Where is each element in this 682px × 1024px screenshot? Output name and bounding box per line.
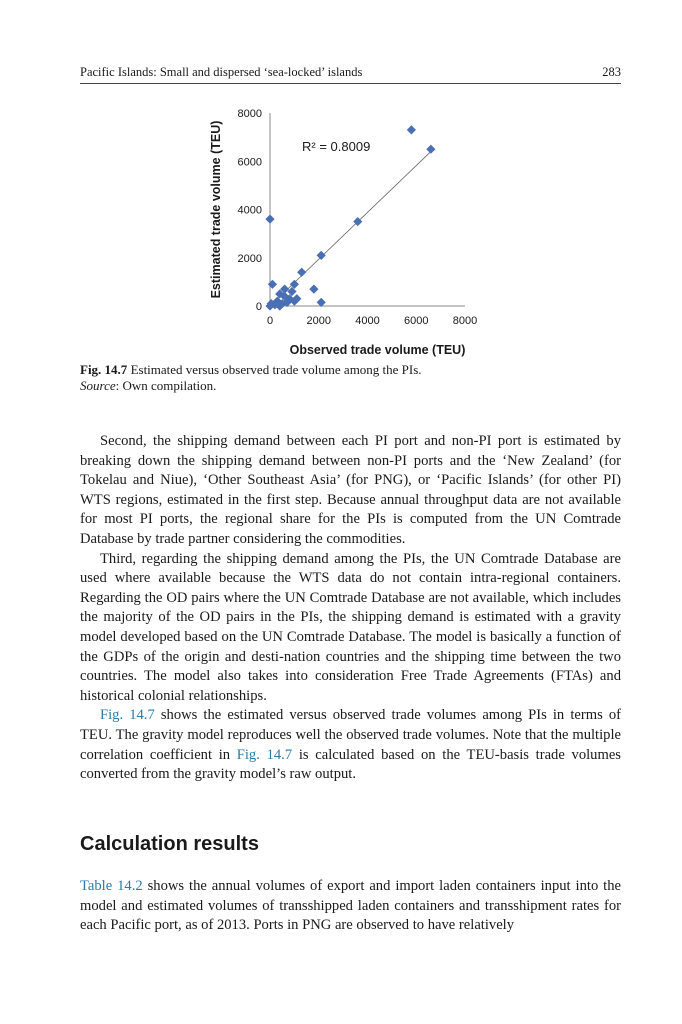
- section-heading: Calculation results: [80, 833, 259, 855]
- y-tick-label: 0: [255, 301, 262, 313]
- paragraph-4-text: shows the annual volumes of export and import laden containers input into the model and estimated volumes of transshipped laden containers and transshipment rates for each Pacific port, as of 2013. Ports in PNG are observed to have relatively: [80, 878, 622, 934]
- data-point: [290, 280, 299, 289]
- figure-source-text: : Own compilation.: [115, 378, 217, 393]
- data-point: [407, 125, 416, 134]
- paragraph-3: [80, 706, 621, 784]
- body-text-2: [80, 877, 621, 936]
- y-tick-label: 4000: [237, 204, 262, 217]
- data-point: [426, 145, 435, 154]
- y-tick-label: 2000: [237, 252, 262, 265]
- paragraph-3-part-b: is calculated based on the TEU-basis trade volumes converted from the gravity model’s raw output.: [80, 746, 621, 783]
- body-text: [80, 432, 621, 785]
- figure-link-2[interactable]: Fig. 14.7: [236, 746, 293, 763]
- data-point: [297, 268, 306, 277]
- y-tick-label: 6000: [237, 156, 262, 169]
- x-tick-label: 6000: [404, 315, 429, 327]
- x-tick-label: 4000: [355, 315, 380, 327]
- paragraph-1: Second, the shipping demand between each PI port and non-PI port is estimated by breaking down the shipping demand between non-PI ports and the ‘New Zealand’ (for Tokelau and Niue), ‘Other Southeast Asia’ (for PNG), or ‘Pacific Islands’ (for other PI) WTS regions, estimated in the first step. Because annual throughput data are not available for most PI ports, the regional share for the PIs is computed from the UN Comtrade Database by trade partner considering the commodities.: [80, 433, 621, 547]
- y-axis-label: Estimated trade volume (TEU): [209, 120, 223, 299]
- table-link[interactable]: Table 14.2: [80, 878, 143, 894]
- data-point: [268, 280, 277, 289]
- figure-source-label: Source: [80, 378, 116, 393]
- x-tick-label: 2000: [306, 315, 331, 327]
- data-point: [309, 285, 318, 294]
- data-point: [317, 251, 326, 260]
- figure-caption: [80, 362, 621, 394]
- paragraph-2: Third, regarding the shipping demand among the PIs, the UN Comtrade Database are used where available because the WTS data do not contain intra-regional containers. Regarding the OD pairs where the UN Comtrade Database are not available, which includes the majority of the OD pairs in the PIs, the shipping demand is estimated with a gravity model developed based on the UN Comtrade Database. The model is basically a function of the GDPs of the origin and desti-nation countries and the shipping time between the two countries. The model also takes into consideration Free Trade Agreements (FTAs) and historical colonial relationships.: [80, 550, 621, 704]
- x-axis-label: Observed trade volume (TEU): [289, 343, 466, 357]
- scatter-chart: [200, 96, 500, 361]
- page-number: 283: [602, 65, 621, 79]
- figure-link-1[interactable]: Fig. 14.7: [100, 707, 155, 724]
- running-header: [80, 63, 621, 84]
- paragraph-4: [80, 877, 621, 936]
- figure-caption-text: Estimated versus observed trade volume among the PIs.: [130, 362, 422, 377]
- figure-label: Fig. 14.7: [80, 362, 128, 377]
- r-squared-annotation: R² = 0.8009: [302, 139, 371, 154]
- paragraph-3-part-a: shows the estimated versus observed trade volumes among PIs in terms of TEU. The gravity model reproduces well the observed trade volumes. Note that the multiple correlation coefficient in: [80, 707, 621, 763]
- x-tick-label: 8000: [452, 315, 478, 327]
- data-point: [265, 215, 274, 224]
- y-tick-label: 8000: [237, 108, 262, 120]
- x-tick-label: 0: [266, 315, 274, 327]
- running-title: Pacific Islands: Small and dispersed ‘sea-locked’ islands: [80, 65, 363, 79]
